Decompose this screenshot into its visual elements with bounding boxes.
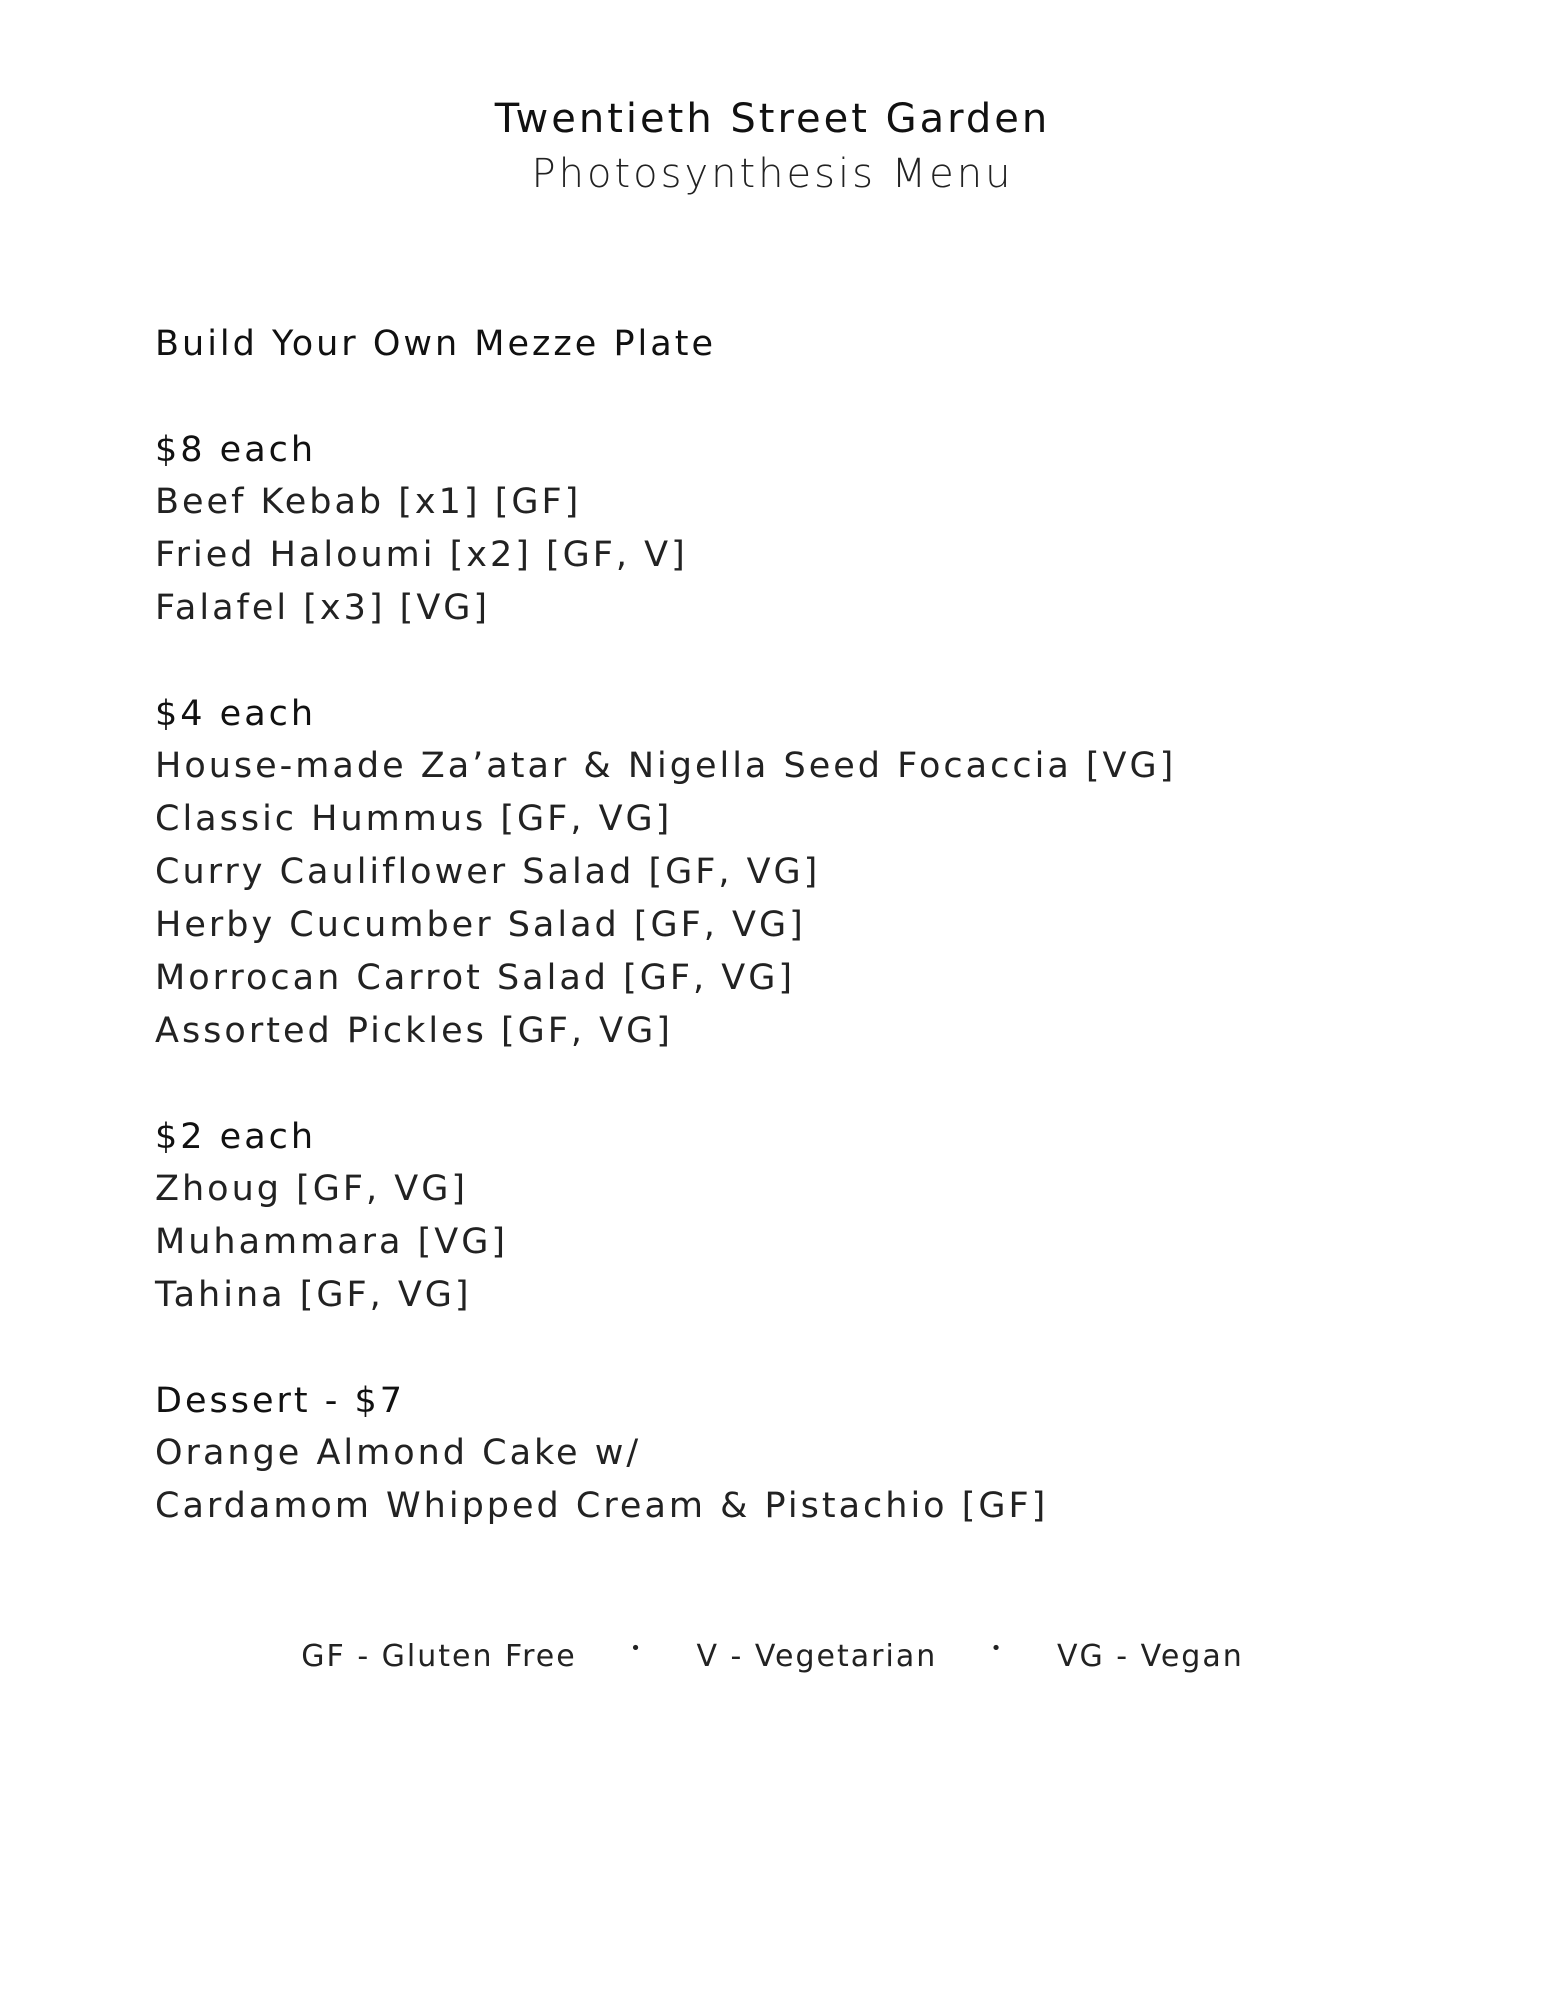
section-title: $8 each bbox=[155, 430, 317, 470]
menu-item: Falafel [x3] [VG] bbox=[155, 588, 491, 628]
menu-heading: Build Your Own Mezze Plate bbox=[155, 324, 716, 364]
legend-separator: • bbox=[990, 1638, 1004, 1659]
section-title: $4 each bbox=[155, 694, 317, 734]
menu-item: Orange Almond Cake w/ bbox=[155, 1433, 642, 1473]
menu-item: House-made Za’atar & Nigella Seed Focaccia [VG] bbox=[155, 746, 1177, 786]
section-8-each bbox=[155, 424, 1455, 635]
section-4-each bbox=[155, 688, 1455, 1058]
menu-item: Morrocan Carrot Salad [GF, VG] bbox=[155, 958, 796, 998]
legend-vegetarian: V - Vegetarian bbox=[696, 1639, 938, 1674]
menu-item: Muhammara [VG] bbox=[155, 1222, 508, 1262]
legend-separator: • bbox=[630, 1638, 643, 1659]
menu-item: Fried Haloumi [x2] [GF, V] bbox=[155, 535, 688, 575]
menu-item: Classic Hummus [GF, VG] bbox=[155, 799, 673, 839]
section-2-each bbox=[155, 1111, 1455, 1322]
menu-item: Cardamom Whipped Cream & Pistachio [GF] bbox=[155, 1486, 1049, 1526]
menu-header bbox=[0, 92, 1545, 202]
section-title: Dessert - $7 bbox=[155, 1381, 406, 1421]
menu-body bbox=[155, 318, 1455, 1586]
legend-gluten-free: GF - Gluten Free bbox=[301, 1639, 577, 1674]
menu-item: Curry Cauliflower Salad [GF, VG] bbox=[155, 852, 821, 892]
menu-item: Assorted Pickles [GF, VG] bbox=[155, 1011, 673, 1051]
dietary-legend bbox=[0, 1638, 1545, 1674]
legend-vegan: VG - Vegan bbox=[1056, 1639, 1244, 1674]
section-title: $2 each bbox=[155, 1117, 317, 1157]
menu-item: Herby Cucumber Salad [GF, VG] bbox=[155, 905, 806, 945]
section-dessert bbox=[155, 1375, 1455, 1533]
restaurant-name: Twentieth Street Garden bbox=[494, 96, 1051, 142]
menu-item: Tahina [GF, VG] bbox=[155, 1275, 472, 1315]
menu-item: Beef Kebab [x1] [GF] bbox=[155, 482, 582, 522]
menu-name: Photosynthesis Menu bbox=[531, 151, 1014, 197]
menu-item: Zhoug [GF, VG] bbox=[155, 1169, 468, 1209]
